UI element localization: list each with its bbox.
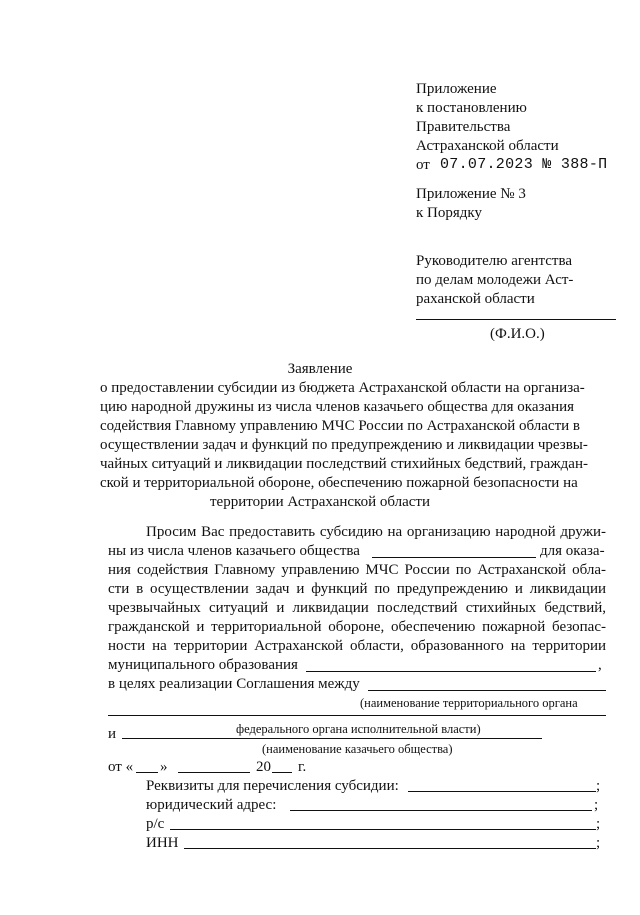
appendix-line-1: Приложение № 3 xyxy=(416,186,526,202)
caption-territorial-body: (наименование территориального органа xyxy=(360,696,578,710)
header-line-3: Правительства xyxy=(416,119,511,135)
cossack-name-blank[interactable] xyxy=(122,738,542,739)
body-line-8b: , xyxy=(598,657,602,673)
header-line-2: к постановлению xyxy=(416,100,527,116)
date-day-blank[interactable] xyxy=(136,772,158,773)
account-blank[interactable] xyxy=(170,829,596,830)
body-line-6: гражданской и территориальной обороне, обеспечению пожарной безопас- xyxy=(108,619,606,635)
header-line-1: Приложение xyxy=(416,81,497,97)
header-date-value: 07.07.2023 № 388-П xyxy=(440,156,608,173)
title-line-3: содействия Главному управлению МЧС России по Астраханской области в xyxy=(100,418,581,434)
requisites-end-4: ; xyxy=(596,835,601,851)
municipality-blank[interactable] xyxy=(306,671,596,672)
body-line-5: чрезвычайных ситуаций и ликвидации последствий стихийных бедствий, xyxy=(108,600,606,616)
fio-caption: (Ф.И.О.) xyxy=(490,326,545,342)
title-heading: Заявление xyxy=(287,361,353,377)
requisites-blank[interactable] xyxy=(408,791,596,792)
requisites-label: Реквизиты для перечисления субсидии: xyxy=(146,778,399,794)
requisites-end-1: ; xyxy=(596,778,601,794)
body-line-4: сти в осуществлении задач и функций по предупреждению и ликвидации xyxy=(108,581,606,597)
body-line-9a: в целях реализации Соглашения между xyxy=(108,676,360,692)
requisites-end-2: ; xyxy=(594,797,599,813)
date-year-prefix: 20 xyxy=(256,759,271,775)
account-label: р/с xyxy=(146,816,165,832)
date-year-blank[interactable] xyxy=(272,772,292,773)
body-line-2a: ны из числа членов казачьего общества xyxy=(108,543,360,559)
legal-address-blank[interactable] xyxy=(290,810,592,811)
date-year-suffix: г. xyxy=(298,759,307,775)
header-line-4: Астраханской области xyxy=(416,138,559,154)
caption-cossack-name: (наименование казачьего общества) xyxy=(262,742,453,756)
requisites-end-3: ; xyxy=(596,816,601,832)
title-line-7: территории Астраханской области xyxy=(209,494,430,510)
body-line-1: Просим Вас предоставить субсидию на организацию народной дружи- xyxy=(146,524,606,540)
caption-federal-body: федерального органа исполнительной власти) xyxy=(236,722,481,736)
body-line-7: ности на территории Астраханской области, образованного на территории xyxy=(108,638,606,654)
date-month-blank[interactable] xyxy=(178,772,250,773)
legal-address-label: юридический адрес: xyxy=(146,797,277,813)
body-line-3: ния содействия Главному управлению МЧС России по Астраханской обла- xyxy=(108,562,606,578)
addressee-line-1: Руководителю агентства xyxy=(416,253,573,269)
title-line-5: чайных ситуаций и ликвидации последствий стихийных бедствий, граждан- xyxy=(100,456,588,472)
federal-body-blank[interactable] xyxy=(108,715,606,716)
cossack-society-blank[interactable] xyxy=(372,557,536,558)
date-from-label: от « xyxy=(108,759,134,775)
title-line-2: цию народной дружины из числа членов казачьего общества для оказания xyxy=(100,399,575,415)
appendix-line-2: к Порядку xyxy=(416,205,482,221)
header-date-prefix: от xyxy=(416,157,430,173)
inn-label: ИНН xyxy=(146,835,179,851)
territorial-body-blank[interactable] xyxy=(368,690,606,691)
title-line-4: осуществлении задач и функций по предупреждению и ликвидации чрезвы- xyxy=(100,437,588,453)
date-close-quote: » xyxy=(160,759,168,775)
title-line-1: о предоставлении субсидии из бюджета Астраханской области на организа- xyxy=(100,380,585,396)
fio-line xyxy=(416,319,616,320)
body-line-2b: для оказа- xyxy=(540,543,605,559)
and-label: и xyxy=(108,726,117,742)
addressee-line-2: по делам молодежи Аст- xyxy=(416,272,574,288)
title-line-6: ской и территориальной обороне, обеспечению пожарной безопасности на xyxy=(100,475,578,491)
addressee-line-3: раханской области xyxy=(416,291,535,307)
body-line-8a: муниципального образования xyxy=(108,657,298,673)
inn-blank[interactable] xyxy=(184,848,596,849)
